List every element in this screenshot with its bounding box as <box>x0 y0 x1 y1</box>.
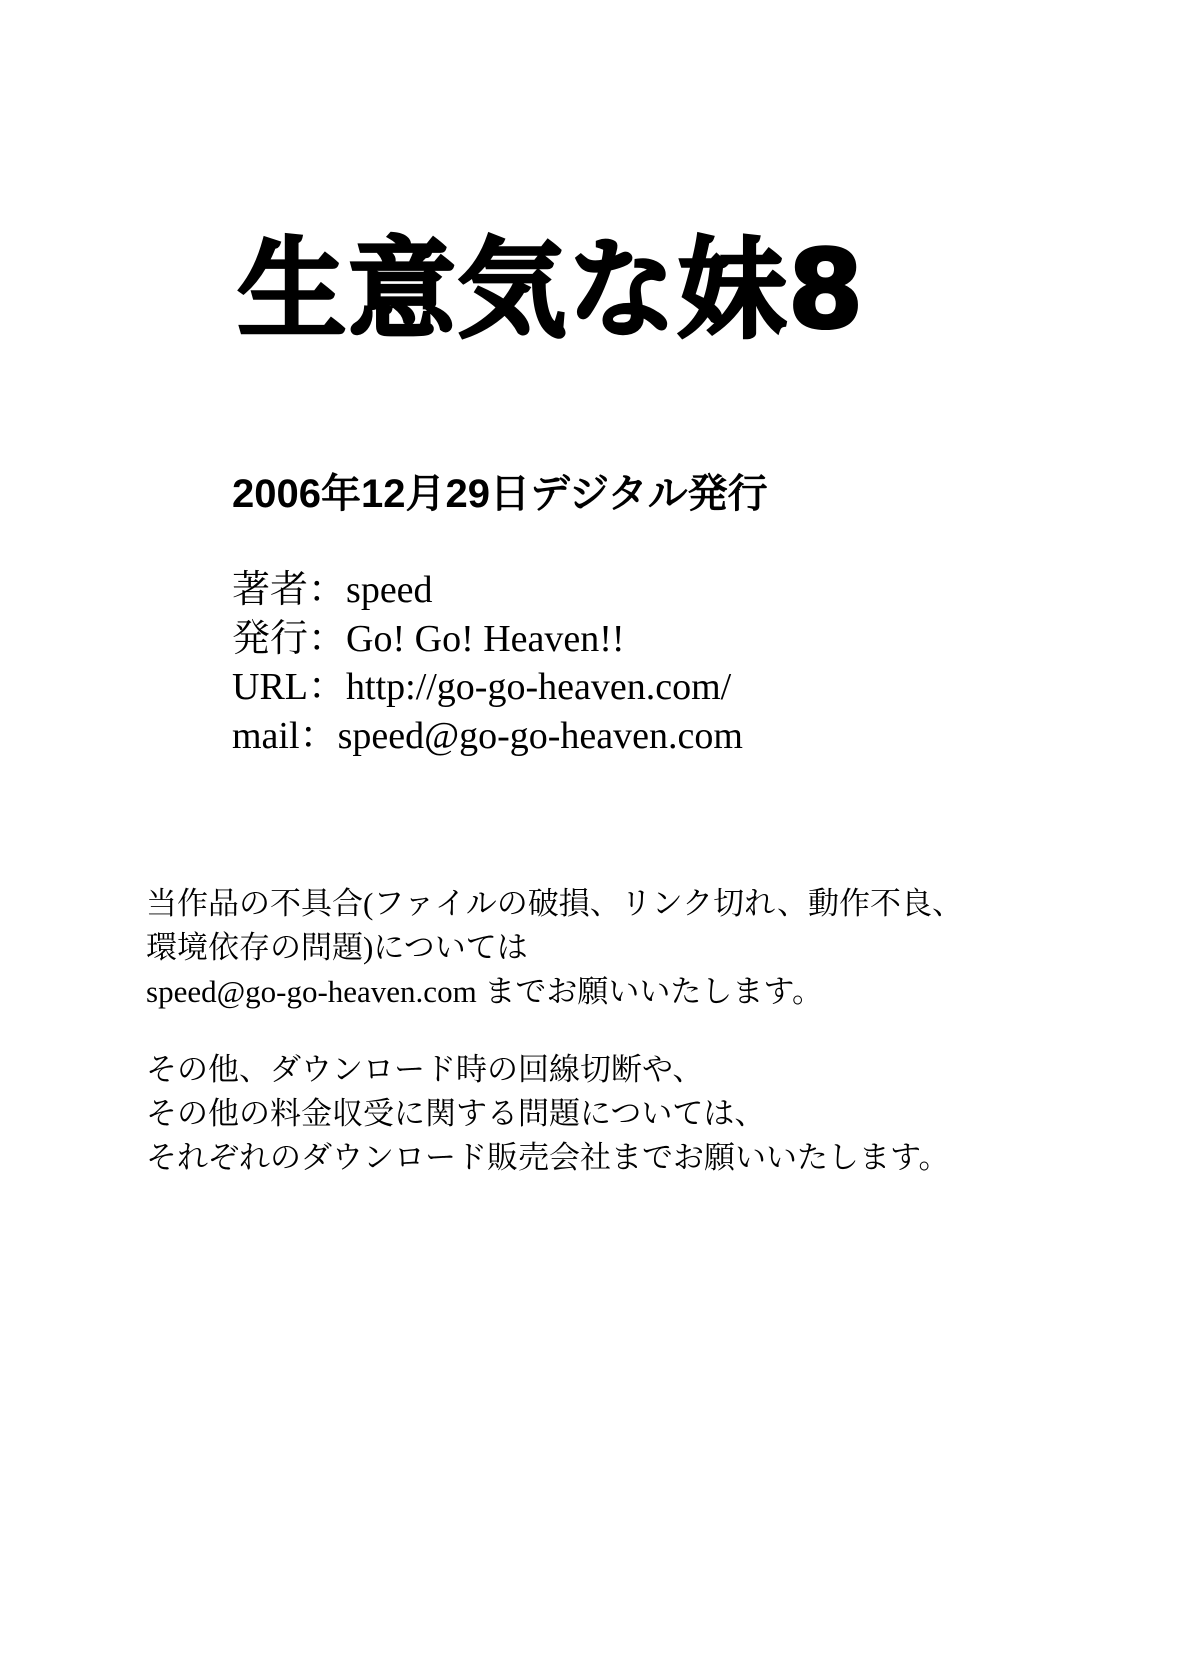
publication-date: 2006年12月29日デジタル発行 <box>232 472 768 516</box>
credit-row-mail <box>232 712 743 761</box>
note-line: 当作品の不具合(ファイルの破損、リンク切れ、動作不良、 <box>146 886 963 921</box>
credit-row-publisher <box>232 615 743 664</box>
note-paragraph-defects <box>146 882 1126 1014</box>
credit-label-url: URL <box>232 666 308 709</box>
credit-label-author: 著者 <box>232 569 309 611</box>
credits-block <box>232 566 743 761</box>
credit-value-url[interactable]: http://go-go-heaven.com/ <box>346 666 732 709</box>
note-line: その他、ダウンロード時の回線切断や、 <box>146 1052 704 1088</box>
credit-separator-publisher: ： <box>308 617 347 660</box>
note-line: それぞれのダウンロード販売会社までお願いいたします。 <box>146 1140 950 1176</box>
credit-separator-mail: ： <box>299 714 338 757</box>
note-paragraph-download <box>146 1048 1126 1180</box>
credit-separator-author: ： <box>308 569 347 611</box>
note-line: 環境依存の問題)については <box>146 930 528 966</box>
credit-label-mail: mail <box>232 714 300 757</box>
credit-separator-url: ： <box>308 666 347 709</box>
credit-value-publisher: Go! Go! Heaven!! <box>346 617 625 660</box>
note-line: その他の料金収受に関する問題については、 <box>146 1096 766 1132</box>
credit-row-url <box>232 663 743 712</box>
credit-row-author <box>232 566 743 615</box>
note-line: speed@go-go-heaven.com までお願いいたします。 <box>146 974 823 1010</box>
notes-block <box>146 882 1126 1180</box>
credit-value-author: speed <box>346 569 433 611</box>
page-title: 生意気な妹8 <box>238 228 866 353</box>
credit-value-mail[interactable]: speed@go-go-heaven.com <box>337 714 743 757</box>
credit-label-publisher: 発行 <box>232 617 309 660</box>
